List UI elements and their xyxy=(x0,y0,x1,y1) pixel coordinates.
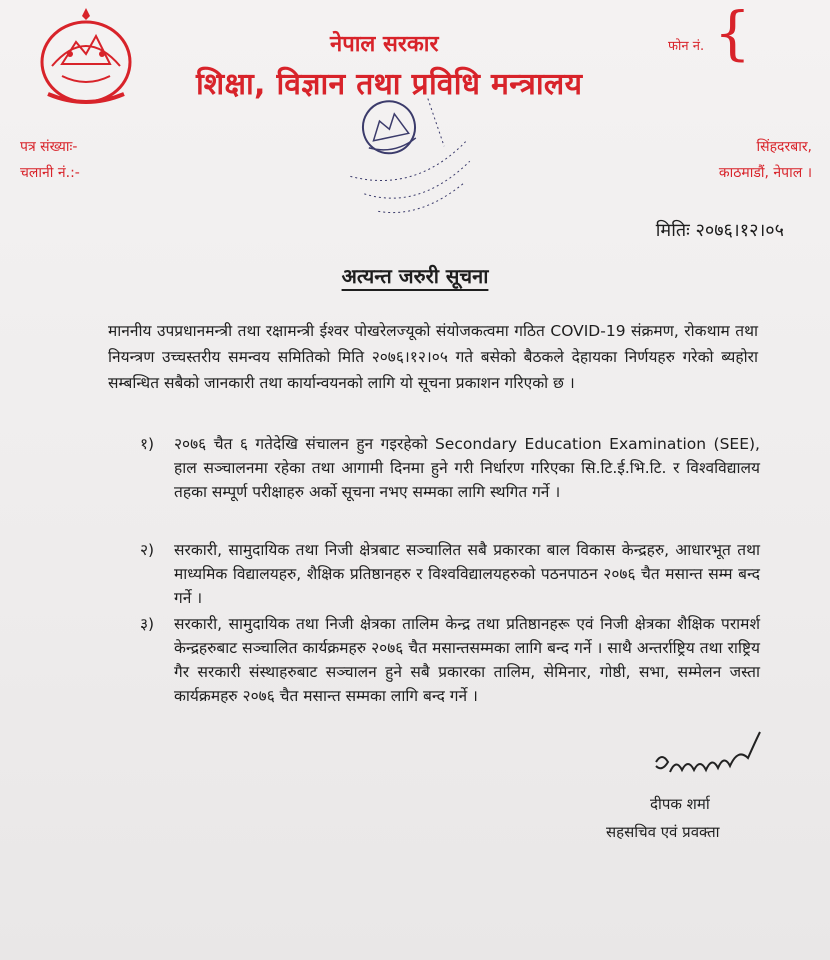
signature-icon xyxy=(648,728,768,788)
decision-text: २०७६ चैत ६ गतेदेखि संचालन हुन गइरहेको Secondary Education Examination (SEE), हाल सञ्चालनमा रहेका तथा आगामी दिनमा हुने गरी निर्धारण गरिएका सि.टि.ई.भि.टि. र विश्वविद्यालय तहका सम्पूर्ण परीक्षाहरु अर्को सूचना नभए सम्मका लागि स्थगित गर्ने । xyxy=(174,435,760,501)
address-line-1: सिंहदरबार, xyxy=(756,139,812,155)
nepal-emblem-icon xyxy=(32,6,140,110)
decision-number: १) xyxy=(140,435,155,453)
ministry-name: शिक्षा, विज्ञान तथा प्रविधि मन्त्रालय xyxy=(196,67,583,102)
government-name: नेपाल सरकार xyxy=(330,32,439,57)
intro-paragraph: माननीय उपप्रधानमन्त्री तथा रक्षामन्त्री ईश्वर पोखरेलज्यूको संयोजकत्वमा गठित COVID-19 संक्रमण, रोकथाम तथा नियन्त्रण उच्चस्तरीय समन्वय समितिको मिति २०७६।१२।०५ गते बसेको बैठकले देहायका निर्णयहरु गरेको ब्यहोरा सम्बन्धित सबैको जानकारी तथा कार्यान्वयनको लागि यो सूचना प्रकाशन गरिएको छ । xyxy=(108,322,758,392)
decision-item-2 xyxy=(140,538,760,610)
signer-name: दीपक शर्मा xyxy=(650,795,710,813)
phone-brace: { xyxy=(714,0,751,67)
notice-title: अत्यन्त जरुरी सूचना xyxy=(341,264,489,288)
letter-number-label: पत्र संख्याः- xyxy=(20,139,78,155)
decision-text: सरकारी, सामुदायिक तथा निजी क्षेत्रबाट सञ्चालित सबै प्रकारका बाल विकास केन्द्रहरु, आधारभूत तथा माध्यमिक विद्यालयहरु, शैक्षिक प्रतिष्ठानहरु र विश्वविद्यालयहरुको पठनपाठन २०७६ चैत मसान्त सम्म बन्द गर्ने । xyxy=(174,541,760,607)
signer-title: सहसचिव एवं प्रवक्ता xyxy=(606,823,720,841)
letter-date: मितिः २०७६।१२।०५ xyxy=(655,220,784,241)
address-block xyxy=(719,134,812,186)
address-line-2: काठमाडौं, नेपाल । xyxy=(718,165,812,181)
dispatch-number-label: चलानी नं.:- xyxy=(20,165,80,181)
phone-label: फोन नं. xyxy=(668,39,705,54)
reference-block xyxy=(20,134,80,186)
decision-item-3 xyxy=(140,612,760,708)
decision-item-1 xyxy=(140,432,760,504)
decision-text: सरकारी, सामुदायिक तथा निजी क्षेत्रका तालिम केन्द्र तथा प्रतिष्ठानहरू एवं निजी क्षेत्रका शैक्षिक परामर्श केन्द्रहरुबाट सञ्चालित कार्यक्रमहरु २०७६ चैत मसान्तसम्मका लागि बन्द गर्ने । साथै अन्तर्राष्ट्रिय तथा राष्ट्रिय गैर सरकारी संस्थाहरुबाट सञ्चालन हुने सबै प्रकारका तालिम, सेमिनार, गोष्ठी, सभा, सम्मेलन जस्ता कार्यक्रमहरु २०७६ चैत मसान्त सम्मका लागि बन्द गर्ने । xyxy=(174,615,760,705)
notice-heading xyxy=(0,262,830,289)
decision-number: ३) xyxy=(140,615,155,633)
decision-number: २) xyxy=(140,541,155,559)
